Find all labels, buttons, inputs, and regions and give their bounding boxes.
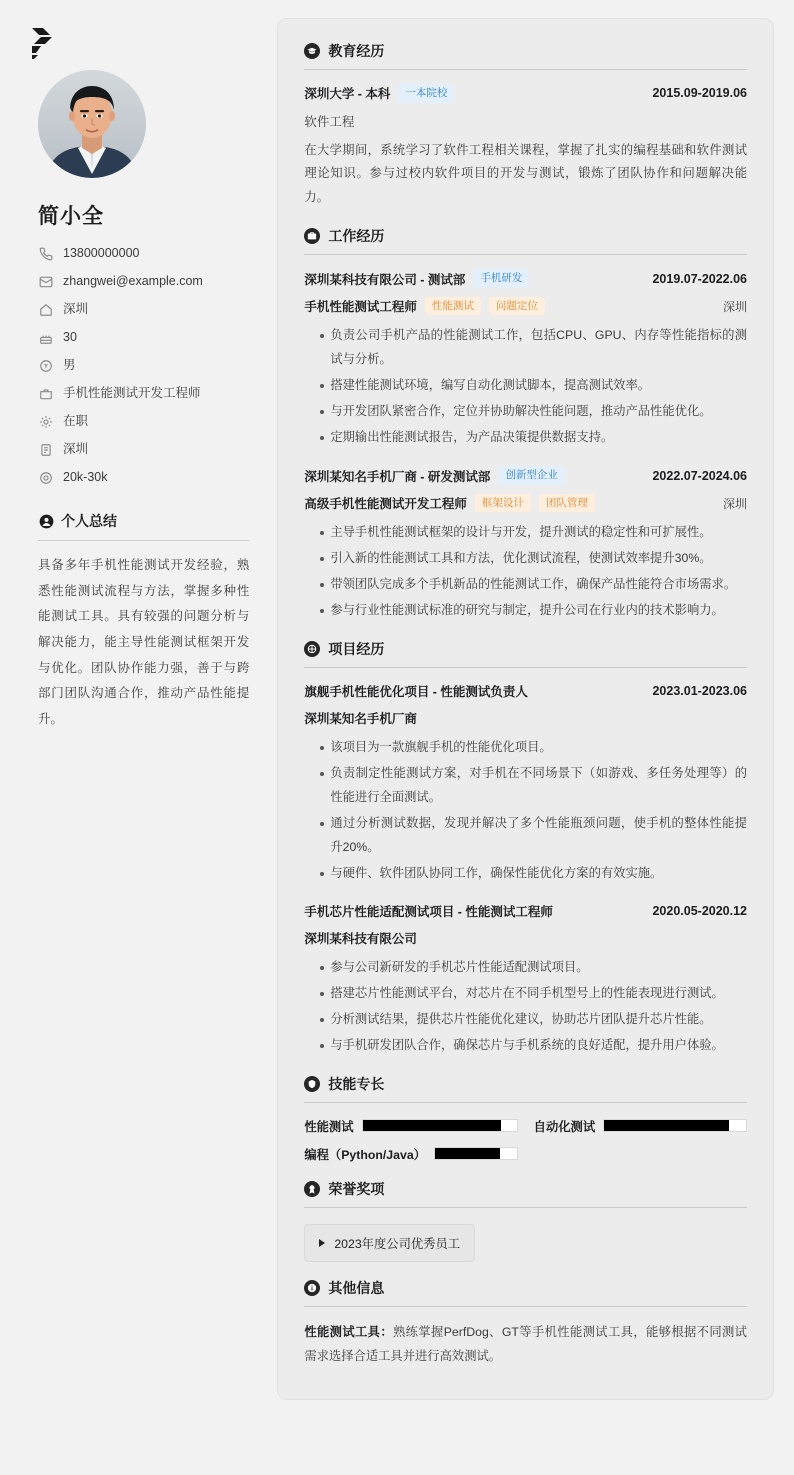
section-other-info <box>304 1278 747 1369</box>
list-item <box>38 414 249 429</box>
section-title: 教育经历 <box>328 43 385 59</box>
home-icon <box>38 302 53 317</box>
page-title: 简小全 <box>38 205 104 228</box>
list-item: 搭建芯片性能测试平台，对芯片在不同手机型号上的性能表现进行测试。 <box>320 982 747 1006</box>
cake-icon <box>38 330 53 345</box>
section-skills <box>304 1074 747 1163</box>
list-item <box>38 246 249 261</box>
list-item: 负责公司手机产品的性能测试工作，包括CPU、GPU、内存等性能指标的测试与分析。 <box>320 324 747 372</box>
skill-badge: 问题定位 <box>489 297 545 316</box>
entry-role-row <box>304 297 747 316</box>
section-title: 荣誉奖项 <box>328 1180 385 1197</box>
award-icon <box>304 1181 320 1197</box>
contact-value: 20k-30k <box>63 470 108 484</box>
list-item <box>38 470 249 485</box>
briefcase-icon <box>304 228 320 244</box>
honor-item[interactable] <box>304 1224 475 1262</box>
work-entry <box>304 269 747 450</box>
phone-icon <box>38 246 53 261</box>
project-detail-list <box>304 956 747 1058</box>
sidebar <box>0 0 277 762</box>
summary-text: 具备多年手机性能测试开发经验，熟悉性能测试流程与方法，掌握多种性能测试工具。具有较强的问题分析与解决能力，能主导性能测试框架开发与优化。团队协作能力强，善于与跨部门团队沟通合作，推动产品性能提升。 <box>38 558 250 726</box>
graduation-cap-icon <box>304 43 320 59</box>
skill-level-bar <box>362 1119 518 1132</box>
section-title: 工作经历 <box>328 228 385 245</box>
contact-value: 30 <box>63 330 77 344</box>
list-item <box>38 358 249 373</box>
entry-date: 2023.01-2023.06 <box>652 684 747 699</box>
responsibility-list <box>304 324 747 450</box>
summary-section <box>38 511 249 732</box>
entry-date: 2019.07-2022.06 <box>652 271 747 286</box>
logo-icon <box>30 26 56 60</box>
section-projects <box>304 639 747 1058</box>
status-icon <box>38 414 53 429</box>
list-item: 定期输出性能测试报告，为产品决策提供数据支持。 <box>320 426 747 450</box>
list-item: 该项目为一款旗舰手机的性能优化项目。 <box>320 736 747 760</box>
briefcase-icon <box>38 386 53 401</box>
list-item <box>38 274 249 289</box>
list-item <box>38 386 249 401</box>
company-name: 深圳某知名手机厂商 - 研发测试部 <box>304 469 491 484</box>
location-icon <box>38 442 53 457</box>
section-title: 技能专长 <box>328 1075 385 1092</box>
skill-badge: 框架设计 <box>475 494 531 513</box>
list-item: 主导手机性能测试框架的设计与开发，提升测试的稳定性和可扩展性。 <box>320 521 747 545</box>
job-title: 高级手机性能测试开发工程师 <box>304 497 467 511</box>
list-item: 带领团队完成多个手机新品的性能测试工作，确保产品性能符合市场需求。 <box>320 573 747 597</box>
list-item: 引入新的性能测试工具和方法，优化测试流程，使测试效率提升30%。 <box>320 547 747 571</box>
entry-date: 2022.07-2024.06 <box>652 468 747 483</box>
skill-level-bar <box>434 1147 518 1160</box>
entry-header <box>304 682 747 700</box>
contact-info-list <box>38 246 249 485</box>
status-badge: 创新型企业 <box>498 466 565 485</box>
salary-icon <box>38 470 53 485</box>
job-location: 深圳 <box>722 299 747 314</box>
project-entry <box>304 902 747 1058</box>
project-detail-list <box>304 736 747 886</box>
other-info-label: 性能测试工具： <box>304 1324 394 1339</box>
skill-level-bar <box>603 1119 747 1132</box>
contact-value: 在职 <box>63 414 89 428</box>
school-name: 深圳大学 - 本科 <box>304 87 391 102</box>
section-title: 项目经历 <box>328 641 385 658</box>
job-title: 手机性能测试工程师 <box>304 300 417 315</box>
contact-value: 深圳 <box>63 302 89 316</box>
list-item: 与开发团队紧密合作，定位并协助解决性能问题，推动产品性能优化。 <box>320 400 747 424</box>
section-title: 其他信息 <box>328 1279 385 1296</box>
entry-header <box>304 466 747 485</box>
list-item: 通过分析测试数据，发现并解决了多个性能瓶颈问题，使手机的整体性能提升20%。 <box>320 812 747 860</box>
main-content <box>277 18 774 1400</box>
contact-value: 男 <box>63 358 76 372</box>
section-header <box>304 226 747 255</box>
list-item: 与手机研发团队合作，确保芯片与手机系统的良好适配，提升用户体验。 <box>320 1034 747 1058</box>
skill-item <box>534 1117 747 1135</box>
list-item: 与硬件、软件团队协同工作，确保性能优化方案的有效实施。 <box>320 862 747 886</box>
entry-header <box>304 902 747 920</box>
entry-header <box>304 84 747 103</box>
avatar <box>38 70 146 178</box>
summary-title: 个人总结 <box>61 513 117 529</box>
responsibility-list <box>304 521 747 623</box>
skill-icon <box>304 1076 320 1092</box>
project-icon <box>304 641 320 657</box>
mail-icon <box>38 274 53 289</box>
section-header <box>304 1278 747 1307</box>
education-entry <box>304 84 747 210</box>
skills-grid <box>304 1117 747 1163</box>
skill-item <box>304 1145 517 1163</box>
list-item <box>38 442 249 457</box>
major: 软件工程 <box>304 114 355 129</box>
section-work <box>304 226 747 623</box>
status-badge: 手机研发 <box>473 269 529 288</box>
user-icon <box>38 513 54 529</box>
list-item: 负责制定性能测试方案，对手机在不同场景下（如游戏、多任务处理等）的性能进行全面测试。 <box>320 762 747 810</box>
project-name: 手机芯片性能适配测试项目 - 性能测试工程师 <box>304 904 553 919</box>
contact-value: 手机性能测试开发工程师 <box>63 386 201 400</box>
entry-date: 2020.05-2020.12 <box>652 903 747 918</box>
avatar-photo-icon <box>38 70 146 178</box>
skill-label: 编程（Python/Java） <box>304 1147 426 1162</box>
list-item <box>38 302 249 317</box>
job-location: 深圳 <box>722 496 747 511</box>
section-honors <box>304 1179 747 1262</box>
company-name: 深圳某科技有限公司 - 测试部 <box>304 272 466 287</box>
gender-icon <box>38 358 53 373</box>
other-info-value: 熟练掌握PerfDog、GT等手机性能测试工具，能够根据不同测试需求选择合适工具并进行高效测试。 <box>304 1324 747 1363</box>
entry-date: 2015.09-2019.06 <box>652 86 747 101</box>
honor-label: 2023年度公司优秀员工 <box>334 1236 461 1251</box>
entry-role-row <box>304 494 747 513</box>
play-triangle-icon <box>319 1239 325 1247</box>
work-entry <box>304 466 747 623</box>
skill-badge: 团队管理 <box>539 494 595 513</box>
skill-label: 自动化测试 <box>533 1119 596 1134</box>
summary-heading <box>38 511 249 541</box>
project-company: 深圳某科技有限公司 <box>304 931 417 946</box>
list-item: 参与公司新研发的手机芯片性能适配测试项目。 <box>320 956 747 980</box>
list-item: 参与行业性能测试标准的研究与制定，提升公司在行业内的技术影响力。 <box>320 599 747 623</box>
section-header <box>304 41 747 70</box>
section-education <box>304 41 747 210</box>
list-item: 分析测试结果，提供芯片性能优化建议，协助芯片团队提升芯片性能。 <box>320 1008 747 1032</box>
project-name: 旗舰手机性能优化项目 - 性能测试负责人 <box>304 685 528 700</box>
skill-label: 性能测试 <box>304 1119 354 1134</box>
skill-badge: 性能测试 <box>425 297 481 316</box>
project-company: 深圳某知名手机厂商 <box>304 712 417 727</box>
contact-value: zhangwei@example.com <box>63 274 203 288</box>
other-info-row <box>304 1321 747 1369</box>
contact-value: 深圳 <box>63 442 89 456</box>
entry-header <box>304 269 747 288</box>
contact-value: 13800000000 <box>63 246 140 260</box>
project-entry <box>304 682 747 886</box>
section-header <box>304 1074 747 1103</box>
section-header <box>304 639 747 668</box>
info-icon <box>304 1280 320 1296</box>
section-header <box>304 1179 747 1208</box>
status-badge: 一本院校 <box>398 84 454 103</box>
list-item: 搭建性能测试环境，编写自动化测试脚本，提高测试效率。 <box>320 374 747 398</box>
education-description: 在大学期间，系统学习了软件工程相关课程，掌握了扎实的编程基础和软件测试理论知识。参与过校内软件项目的开发与测试，锻炼了团队协作和问题解决能力。 <box>304 142 747 205</box>
list-item <box>38 330 249 345</box>
skill-item <box>304 1117 517 1135</box>
